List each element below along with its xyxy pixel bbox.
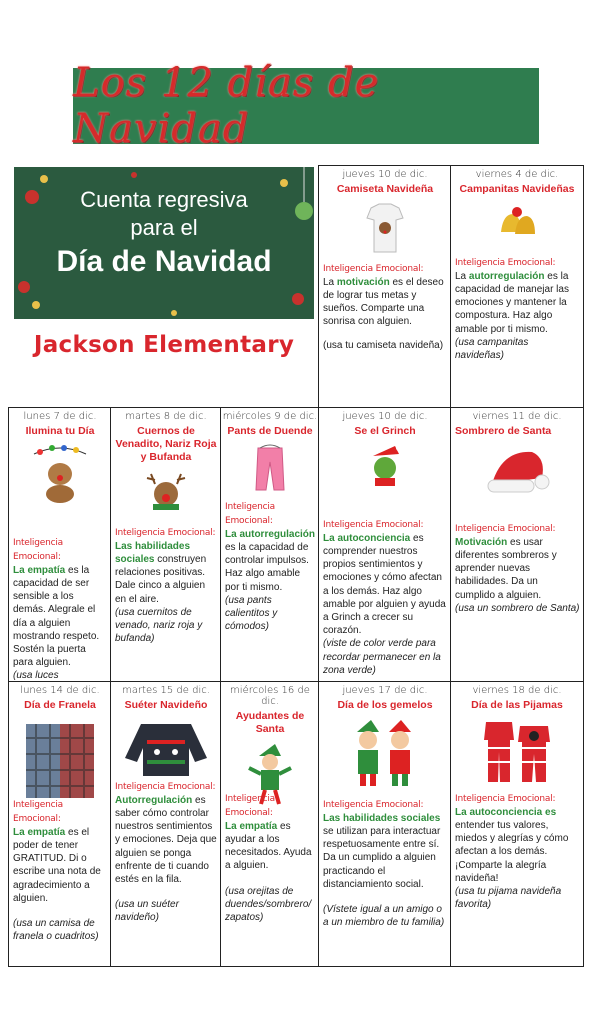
emotion-keyword: Motivación: [455, 536, 508, 548]
countdown-line-3: Día de Navidad: [56, 245, 272, 278]
day-body: [455, 792, 580, 911]
day-cell-d4: [110, 407, 222, 683]
emotion-keyword: La empatía: [13, 826, 66, 838]
day-title: Campanitas Navideñas: [459, 183, 575, 195]
day-cell-d10: [220, 681, 320, 967]
text-post: se utilizan para interactuar respetuosamente entre sí. Da un cumplido a alguien practicando el distanciamiento social.: [323, 826, 441, 890]
day-date: jueves 10 de dic.: [342, 169, 428, 180]
day-date: viernes 18 de dic.: [472, 685, 562, 696]
day-cell-d6: [318, 407, 452, 683]
day-body: [115, 780, 218, 925]
countdown-graphic: [14, 167, 314, 319]
day-note: (usa orejitas de duendes/sombrero/ zapatos): [225, 885, 312, 923]
day-note: (usa un sombrero de Santa): [455, 602, 580, 614]
day-note: (usa pants calientitos y cómodos): [225, 594, 278, 633]
day-cell-d5: [220, 407, 320, 683]
twin-elves-icon: [353, 718, 417, 788]
text-post: es saber cómo controlar nuestros sentimientos y emociones. Deja que alguien se ponga enfrente de ti cuando estés en la fila.: [115, 794, 217, 885]
ie-label: Inteligencia Emocional:: [225, 502, 275, 526]
day-title: Día de Franela: [24, 699, 96, 711]
text-post: es comprender nuestros propios sentimientos y emociones y cómo afectan a los demás. Haz algo amable por alguien y ayuda a Grinch a crecer su corazón.: [323, 532, 446, 637]
ie-label: Inteligencia Emocional:: [323, 800, 424, 810]
text-post: es la capacidad de controlar impulsos. Haz algo amable por ti mismo.: [225, 541, 309, 593]
day-date: martes 15 de dic.: [122, 685, 210, 696]
day-date: lunes 14 de dic.: [20, 685, 100, 696]
day-body: [225, 792, 316, 924]
day-cell-d3: [8, 407, 112, 683]
emotion-keyword: Las habilidades sociales: [115, 540, 191, 566]
day-date: jueves 10 de dic.: [342, 411, 428, 422]
ie-label: Inteligencia Emocional:: [455, 524, 556, 534]
day-note: (viste de color verde para recordar permanecer en la zona verde): [323, 638, 441, 676]
day-cell-d8: [8, 681, 112, 967]
emotion-keyword: La autoconciencia: [323, 532, 411, 544]
day-date: miércoles 9 de dic.: [222, 411, 318, 422]
banner: [73, 60, 539, 152]
day-title: Día de las Pijamas: [471, 699, 563, 711]
text-post: entender tus valores, miedos y alegrías y cómo afectan a los demás. ¡Comparte la alegría navideña!: [455, 820, 569, 884]
pants-icon: [250, 444, 290, 494]
day-body: [323, 798, 448, 929]
text-post: construyen relaciones positivas. Dale cinco a alguien en el aire.: [115, 554, 207, 605]
emotion-keyword: Autorregulación: [115, 794, 193, 806]
ie-label: Inteligencia Emocional:: [115, 528, 216, 538]
sweater-icon: [123, 718, 209, 780]
day-title: Cuernos de Venadito, Nariz Roja y Bufanda: [115, 425, 217, 464]
day-body: [323, 262, 448, 352]
text-pre: La: [455, 270, 469, 282]
day-title: Sombrero de Santa: [455, 425, 552, 437]
day-date: miércoles 16 de dic.: [230, 685, 310, 707]
day-note: (Vístete igual a un amigo o a un miembro de tu familia): [323, 904, 445, 929]
ie-label: Inteligencia Emocional:: [115, 782, 216, 792]
school-name: Jackson Elementary: [33, 332, 295, 358]
day-cell-d12: [450, 681, 584, 967]
day-title: Ilumina tu Día: [25, 425, 95, 437]
day-date: lunes 7 de dic.: [23, 411, 97, 422]
ie-label: Inteligencia Emocional:: [13, 800, 63, 824]
ie-label: Inteligencia Emocional:: [455, 258, 556, 268]
day-body: [13, 798, 108, 943]
day-title: Ayudantes de Santa: [235, 710, 305, 736]
ie-label: Inteligencia Emocional:: [13, 538, 63, 562]
ie-label: Inteligencia Emocional:: [455, 794, 556, 804]
day-cell-d7: [450, 407, 584, 683]
grinch-icon: [365, 444, 405, 488]
day-note: (usa cuernitos de venado, nariz roja y bufanda): [115, 606, 203, 645]
day-body: [455, 522, 580, 615]
day-body: [115, 526, 218, 645]
emotion-keyword: autorregulación: [468, 270, 545, 282]
emotion-keyword: La empatía: [13, 564, 66, 576]
day-body: [323, 518, 448, 677]
day-note: (usa tu camiseta navideña): [323, 339, 444, 351]
santa-hat-icon: [482, 444, 552, 500]
countdown-line-1: Cuenta regresiva: [80, 187, 248, 212]
day-date: viernes 11 de dic.: [472, 411, 562, 422]
text-post: es la capacidad de ser sensible a los demás. Alegrale el día a alguien mostrando respeto. Sostén la puerta para alguien.: [13, 564, 100, 669]
day-title: Suéter Navideño: [124, 699, 208, 711]
emotion-keyword: La autoconciencia es: [455, 806, 557, 818]
bells-icon: [495, 202, 539, 242]
day-date: jueves 17 de dic.: [342, 685, 428, 696]
flannel-shirts-icon: [20, 718, 100, 802]
text-post: es el poder de tener GRATITUD. Di o escribe una nota de agradecimiento a alguien.: [13, 826, 101, 904]
day-cell-d9: [110, 681, 222, 967]
day-title: Día de los gemelos: [337, 699, 433, 711]
emotion-keyword: motivación: [336, 276, 390, 288]
reindeer-icon: [141, 470, 191, 512]
reindeer-lights-icon: [30, 444, 90, 504]
ie-label: Inteligencia Emocional:: [225, 794, 275, 818]
day-note: (usa un camisa de franela o cuadritos): [13, 917, 99, 943]
day-date: viernes 4 de dic.: [475, 169, 559, 180]
text-post: es usar diferentes sombreros y aprender nuevas habilidades. Da un cumplido a alguien.: [455, 536, 557, 601]
day-date: martes 8 de dic.: [125, 411, 207, 422]
text-post: es la capacidad de manejar las emociones y mantener la compostura. Haz algo amable por ti mismo.: [455, 270, 569, 335]
day-body: [13, 536, 108, 683]
day-title: Camiseta Navideña: [336, 183, 434, 195]
day-note: (usa un suéter navideño): [115, 899, 179, 924]
day-note: (usa campanitas navideñas): [455, 336, 529, 361]
emotion-keyword: Las habilidades sociales: [323, 812, 441, 824]
day-body: [455, 256, 580, 362]
ie-label: Inteligencia Emocional:: [323, 264, 424, 274]
day-note: (usa tu pijama navideña favorita): [455, 886, 562, 911]
emotion-keyword: La autorregulación: [225, 528, 316, 540]
text-post: es ayudar a los necesitados. Ayuda a alguien.: [225, 820, 312, 872]
day-cell-d2: [450, 165, 584, 409]
text-pre: La: [323, 276, 337, 288]
day-body: [225, 500, 316, 633]
pajamas-icon: [482, 718, 552, 786]
banner-title: Los 12 días de Navidad: [73, 60, 380, 152]
day-title: Pants de Duende: [227, 425, 313, 437]
emotion-keyword: La empatía: [225, 820, 278, 832]
ie-label: Inteligencia Emocional:: [323, 520, 424, 530]
countdown-line-2: para el: [130, 215, 198, 240]
text-post: es el deseo de lograr tus metas y sueños. Comparte una sonrisa con alguien.: [323, 276, 444, 328]
day-title: Se el Grinch: [354, 425, 416, 437]
day-note: (usa luces: [13, 670, 59, 682]
day-cell-d1: [318, 165, 452, 409]
tshirt-icon: [365, 202, 405, 254]
day-cell-d11: [318, 681, 452, 967]
